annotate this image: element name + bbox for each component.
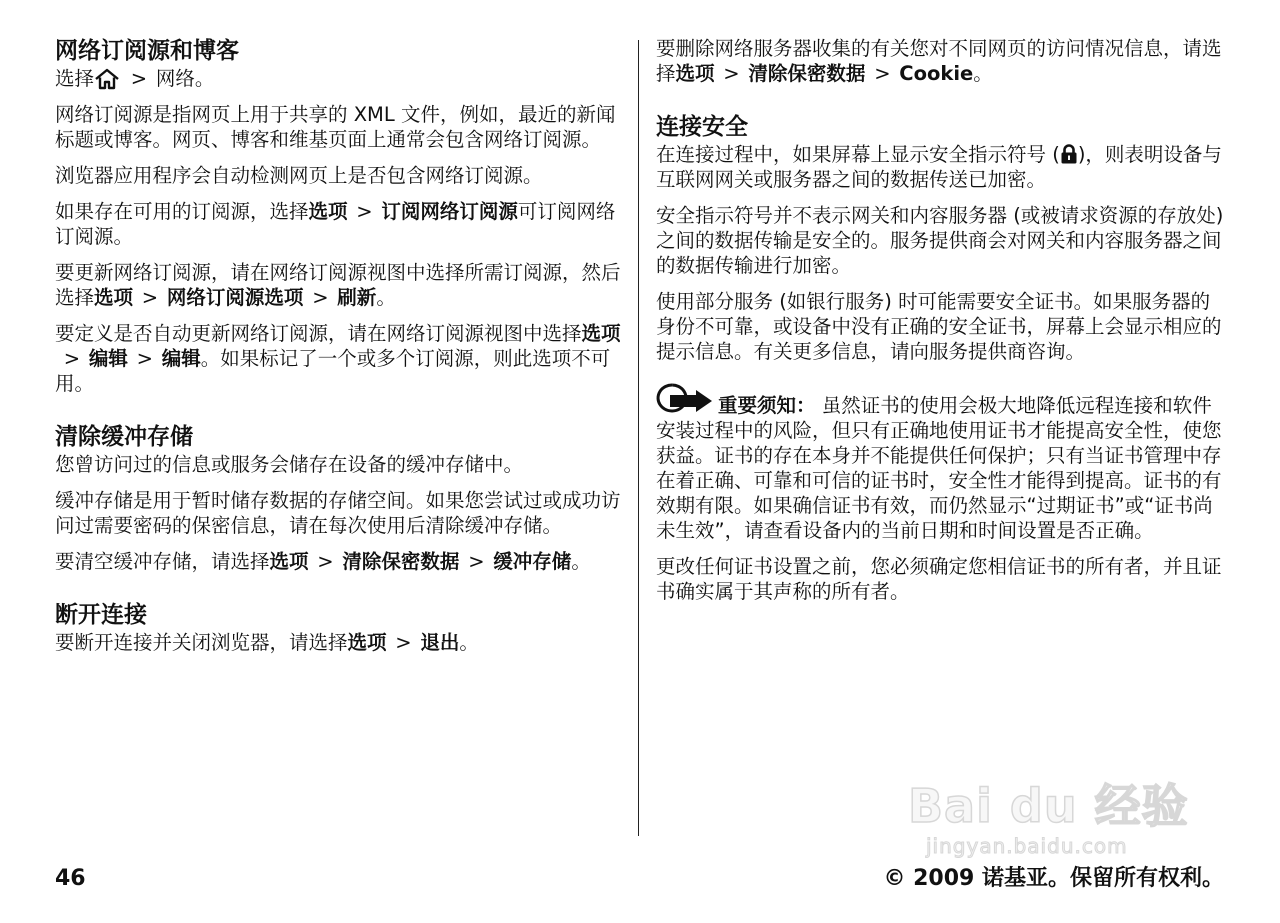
cookie-paragraph: 要删除网络服务器收集的有关您对不同网页的访问情况信息，请选择选项 > 清除保密数据 > Cookie。 — [656, 37, 1222, 85]
feeds-select-path: 选择 > 网络。 — [55, 67, 215, 90]
watermark-logo: Bai du 经验 — [908, 779, 1189, 833]
home-icon — [94, 68, 120, 90]
lock-icon — [1060, 144, 1078, 164]
menu-option: 选项 — [675, 62, 715, 85]
menu-option: 选项 — [269, 550, 309, 573]
security-paragraph-1: 在连接过程中，如果屏幕上显示安全指示符号 ( )，则表明设备与互联网网关或服务器之间的数据传送已加密。 — [656, 143, 1222, 191]
menu-item: Cookie — [899, 62, 974, 85]
menu-item: 网络订阅源选项 — [166, 286, 304, 309]
feeds-paragraph-2: 浏览器应用程序会自动检测网页上是否包含网络订阅源。 — [55, 164, 543, 187]
baidu-watermark — [908, 770, 1204, 866]
menu-option: 选项 — [581, 322, 621, 345]
cache-paragraph-3: 要清空缓冲存储，请选择选项 > 清除保密数据 > 缓冲存储。 — [55, 550, 591, 573]
left-column — [55, 36, 623, 655]
menu-item: 缓冲存储 — [493, 550, 572, 573]
feeds-paragraph-5: 要定义是否自动更新网络订阅源，请在网络订阅源视图中选择选项> 编辑 > 编辑。如果标记了一个或多个订阅源，则此选项不可用。 — [55, 322, 621, 395]
menu-option: 选项 — [308, 200, 348, 223]
cache-paragraph-1: 您曾访问过的信息或服务会储存在设备的缓冲存储中。 — [55, 453, 524, 476]
right-column — [656, 36, 1226, 604]
section-title-disconnect: 断开连接 — [55, 602, 147, 628]
feeds-paragraph-3: 如果存在可用的订阅源，选择选项 > 订阅网络订阅源可订阅网络订阅源。 — [55, 200, 616, 248]
copyright-notice: © 2009 诺基亚。保留所有权利。 — [883, 866, 1224, 891]
note-label: 重要须知： — [718, 394, 816, 417]
page-number: 46 — [55, 866, 86, 891]
section-title-feeds: 网络订阅源和博客 — [55, 38, 239, 64]
menu-item: 清除保密数据 — [748, 62, 866, 85]
security-paragraph-4: 更改任何证书设置之前，您必须确定您相信证书的所有者，并且证书确实属于其声称的所有者。 — [656, 555, 1222, 603]
important-note: 重要须知： 虽然证书的使用会极大地降低远程连接和软件安装过程中的风险，但只有正确地使用证书才能提高安全性，使您获益。证书的存在本身并不能提供任何保护；只有当证书管理中存在着正确、可靠和可信的证书时，安全性才能得到提高。证书的有效期有限。如果确信证书有效，而仍然显示“过期证书”或“证书尚未生效”，请查看设备内的当前日期和时间设置是否正确。 — [656, 382, 1226, 543]
menu-item: 编辑 — [161, 347, 201, 370]
disconnect-paragraph: 要断开连接并关闭浏览器，请选择选项 > 退出。 — [55, 631, 479, 654]
security-paragraph-2: 安全指示符号并不表示网关和内容服务器 (或被请求资源的存放处) 之间的数据传输是安全的。服务提供商会对网关和内容服务器之间的数据传输进行加密。 — [656, 204, 1224, 277]
section-title-cache: 清除缓冲存储 — [55, 424, 193, 450]
cache-paragraph-2: 缓冲存储是用于暂时储存数据的存储空间。如果您尝试过或成功访问过需要密码的保密信息，请在每次使用后清除缓冲存储。 — [55, 489, 621, 537]
menu-item: 编辑 — [88, 347, 128, 370]
watermark-url: jingyan.baidu.com — [926, 834, 1128, 858]
menu-option: 选项 — [347, 631, 387, 654]
security-paragraph-3: 使用部分服务 (如银行服务) 时可能需要安全证书。如果服务器的身份不可靠，或设备中没有正确的安全证书，屏幕上会显示相应的提示信息。有关更多信息，请向服务提供商咨询。 — [656, 290, 1222, 363]
menu-item: 刷新 — [337, 286, 377, 309]
menu-item: 订阅网络订阅源 — [381, 200, 518, 223]
feeds-paragraph-4: 要更新网络订阅源，请在网络订阅源视图中选择所需订阅源，然后选择选项 > 网络订阅源选项 > 刷新。 — [55, 261, 621, 309]
note-icon — [656, 382, 714, 416]
feeds-paragraph-1: 网络订阅源是指网页上用于共享的 XML 文件，例如，最近的新闻标题或博客。网页、博客和维基页面上通常会包含网络订阅源。 — [55, 103, 616, 151]
column-divider — [638, 40, 639, 836]
menu-item: 清除保密数据 — [342, 550, 460, 573]
menu-item: 退出 — [420, 631, 460, 654]
menu-option: 选项 — [94, 286, 134, 309]
section-title-security: 连接安全 — [656, 114, 748, 140]
